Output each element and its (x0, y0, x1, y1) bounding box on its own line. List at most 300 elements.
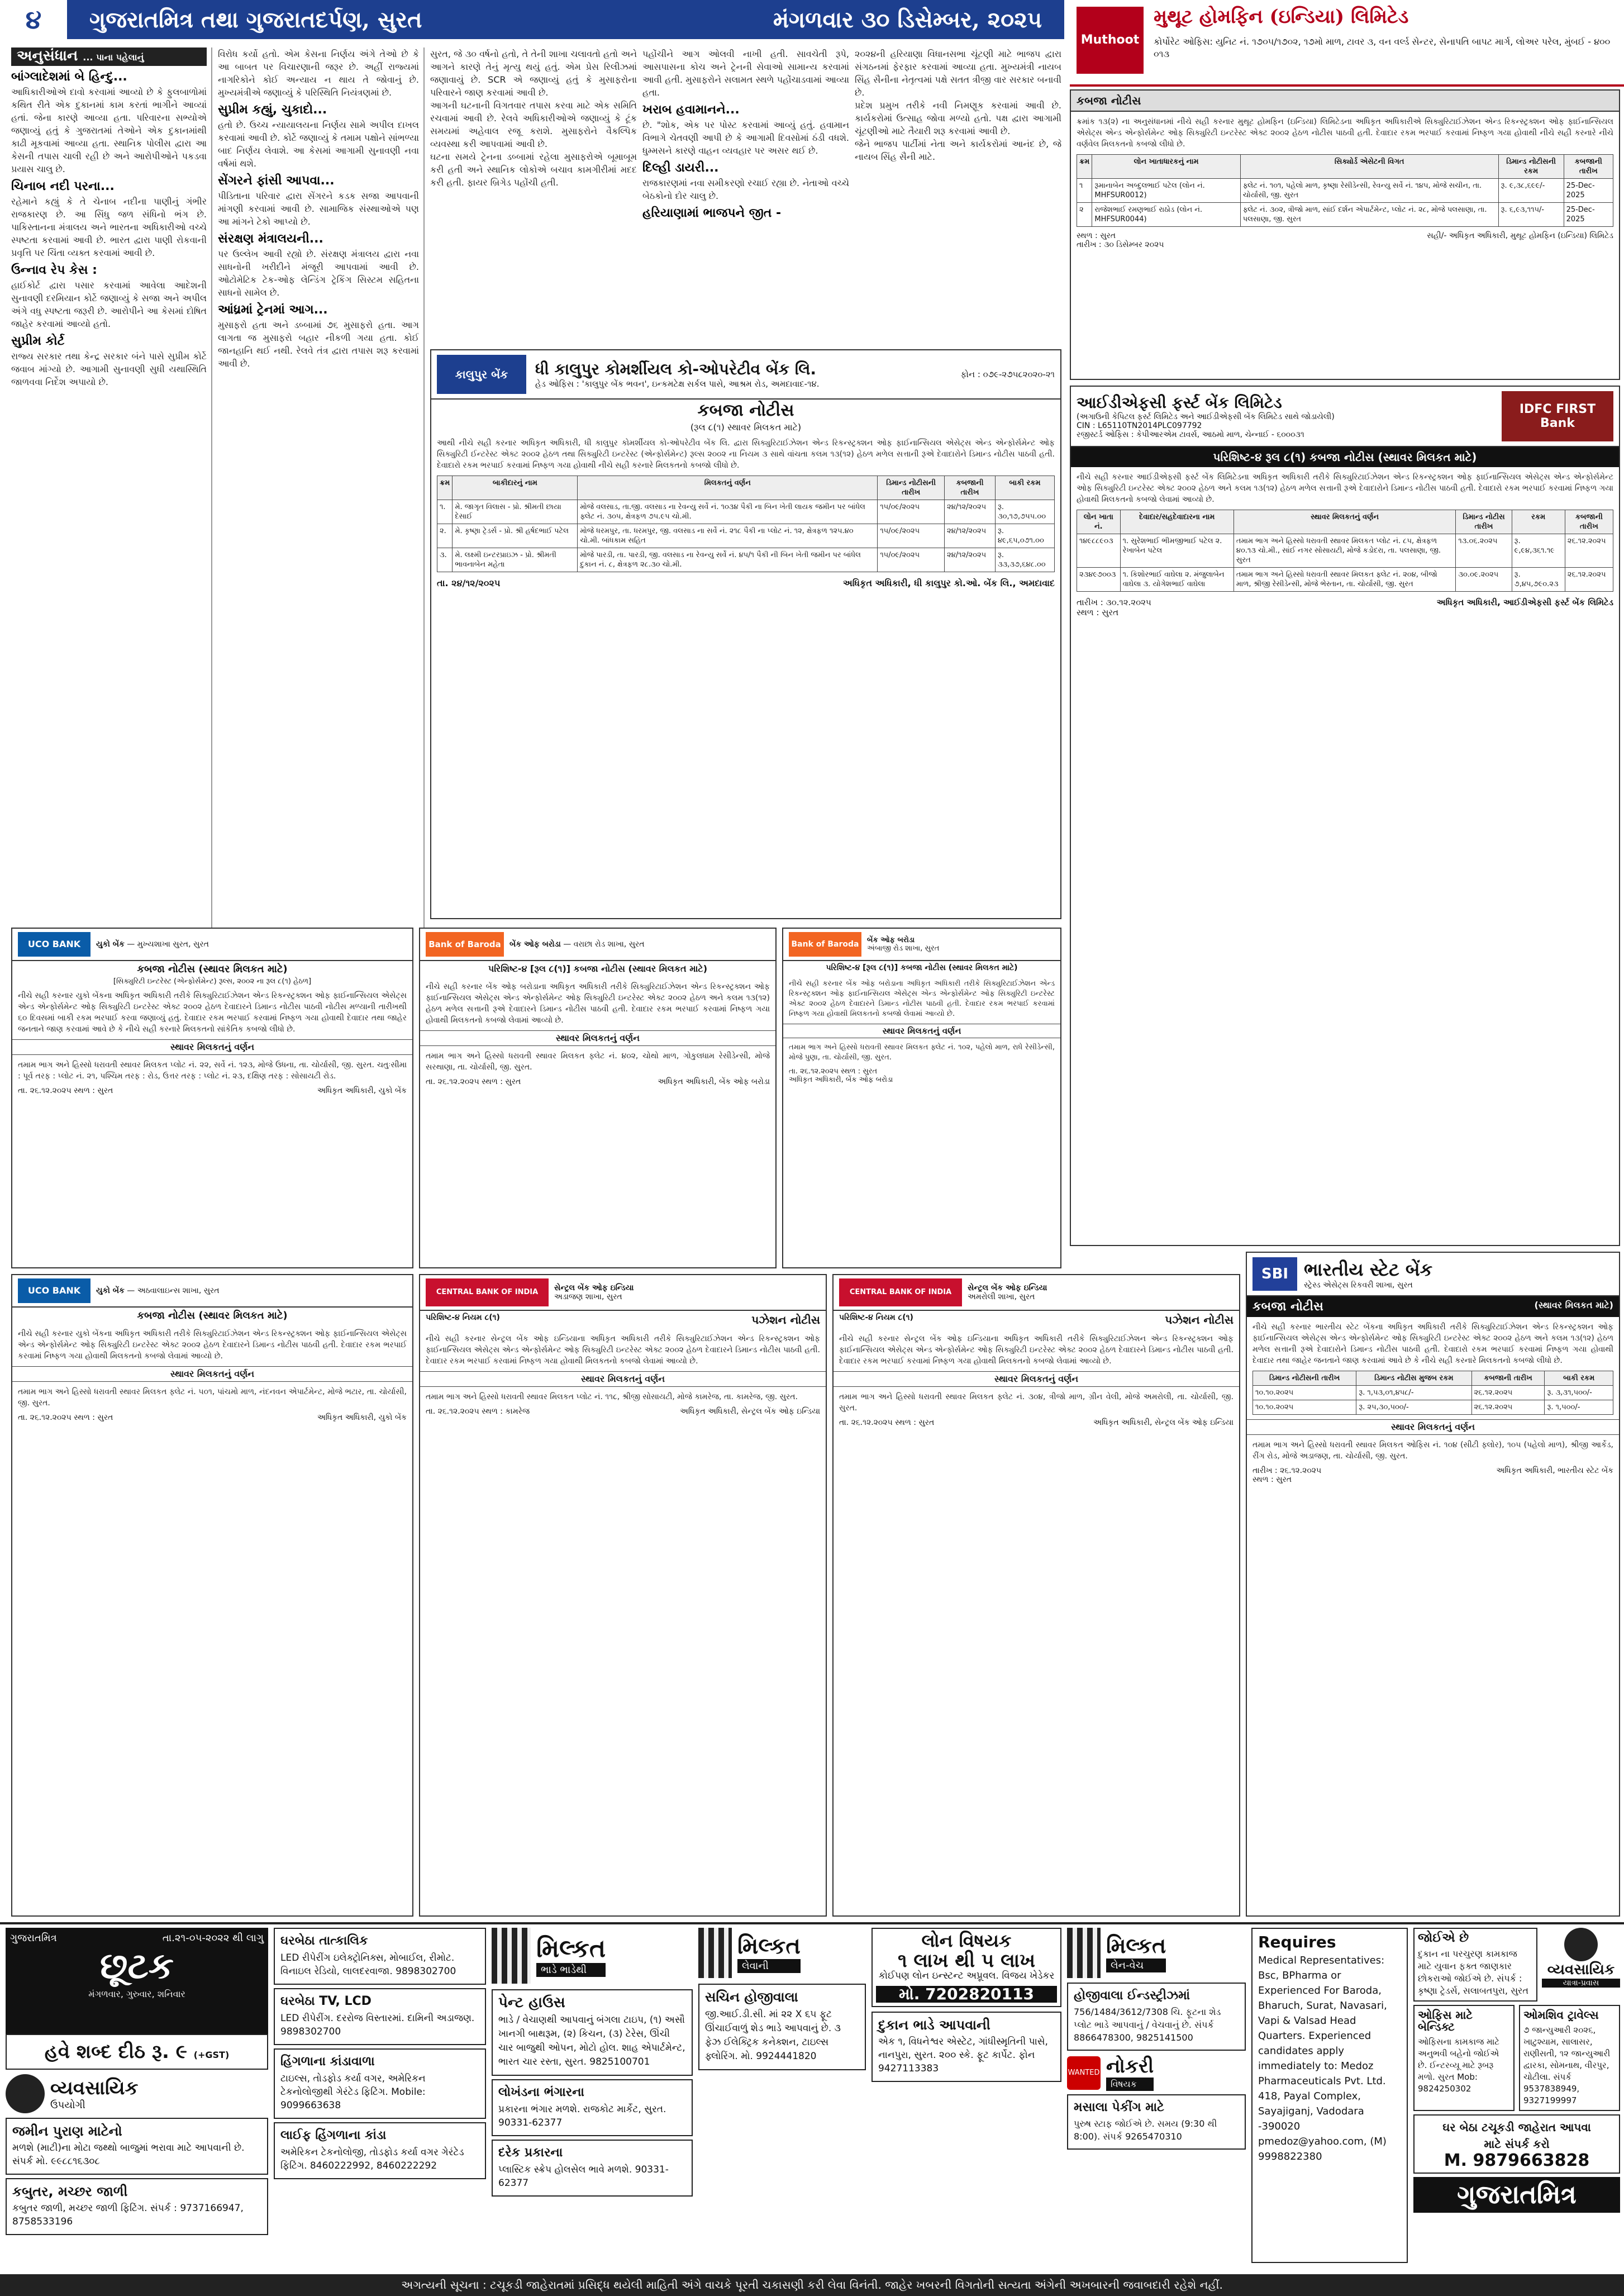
sbi-date: તારીખ : ૨૬.૧૨.૨૦૨૫ (1252, 1466, 1322, 1475)
table-cell: રૂ. ૩૩,૩૭,૬૪૮.૦૦ (995, 548, 1054, 572)
muthoot-title: મુથૂટ હોમફિન (ઇન્ડિયા) લિમિટેડ (1154, 6, 1409, 28)
table-cell: મોજે પારડી, તા. પારડી, જી. વલસાડ ના રેવન્યુ સર્વે નં. ૪૫/૧ પૈકી ની બિન ખેતી જમીન પર બાંધેલ દુકાન નં. ૮, ક્ષેત્રફળ ૨૮.૩૦ ચો.મી. (578, 548, 878, 572)
table-cell: ૩. (437, 548, 453, 572)
table-header: ડિમાન્ડ નોટીસ મુજબ રકમ (1356, 1371, 1471, 1386)
uco-logo: UCO BANK (18, 932, 91, 957)
cls-dareke-title: દરેક પ્રકારના (498, 2146, 563, 2160)
table-cell: ૧૫/૦૯/૨૦૨૫ (878, 548, 945, 572)
uco2-prop: તમામ ભાગ અને હિસ્સો ધરાવતી સ્થાવર મિલકત ફ્લેટ નં. ૫૦૧, પાંચમો માળ, નંદનવન એપાર્ટમેન્ટ, મોજે ભટાર, તા. ચોર્યાસી, જી. સુરત. (18, 1387, 407, 1408)
cls-naukri-sub: વિષયક (1106, 2078, 1154, 2091)
idfc-table (1077, 510, 1613, 592)
idfc-notice-title: પરિશિષ્ટ-૪ રૂલ ૮(૧) કબજા નોટીસ (સ્થાવર મિલકત માટે) (1071, 447, 1619, 467)
article-text: મુસાફરો હતા અને ડબ્બામાં ૭૬ મુસાફરો હતા. આગ લાગતા જ મુસાફરો બહાર નીકળી ગયા હતા. કોઈ જાનહાનિ થઈ નથી. રેલવે તંત્ર દ્વારા તપાસ શરૂ કરવામાં આવી છે. (218, 320, 419, 369)
article-text: સુરત, જે ૩૦ વર્ષનો હતો, તે તેની શાખા ચલાવતો હતો અને આગને કારણે તેનું મૃત્યુ થયું હતું. એમ પ્રેસ રિલીઝમાં જણાવાયું છે. SCR એ જણાવ્યું હતું કે મુસાફરોના પરિવારને જાણ કરવામાં આવી છે. (430, 49, 637, 98)
table-row (1253, 1386, 1613, 1400)
building-icon (1067, 1928, 1101, 1978)
cls-naukri: નોકરી (1106, 2055, 1154, 2078)
cls-brand-logo: ગુજરાતમિત્ર (1413, 2177, 1620, 2213)
building-icon (698, 1928, 732, 1978)
article-text: પીડિતાના પરિવાર દ્વારા સેંગરને કડક સજા આપવાની માંગણી કરવામાં આવી છે. સામાજિક સંસ્થાઓએ પણ આ માંગને ટેકો આપ્યો છે. (218, 191, 419, 227)
sbi-prop: તમામ ભાગ અને હિસ્સો ધરાવતી સ્થાવર મિલકત ઓફિસ નં. ૧૦૪ (સીટી ફ્લોર), ૧૦૫ (પહેલો માળ), શ્રીજી આર્કેડ, રીંગ રોડ, મોજે અડાજણ, તા. ચોર્યાસી, જી. સુરત. (1252, 1441, 1613, 1461)
article-heading: સુપ્રીમ કહ્યું, ચુકાદો... (218, 103, 327, 117)
central-notice-2 (832, 1274, 1240, 1917)
cls-gst: (+GST) (193, 2050, 230, 2060)
central2-sign: અધિકૃત અધિકારી, સેન્ટ્રલ બેંક ઓફ ઇન્ડિયા (1093, 1418, 1234, 1427)
table-cell: 25-Dec-2025 (1564, 179, 1613, 203)
bob2-prop-title: સ્થાવર મિલકતનું વર્ણન (783, 1024, 1060, 1038)
cls-ghare2-body: LED રીપેરીંગ. દરરોજ વિસ્તારમાં. દામિની અડાજણ. 9898302700 (280, 2013, 475, 2037)
classified-col-e (871, 1928, 1061, 2271)
central2-prop-title: સ્થાવર મિલકતનું વર્ણન (834, 1371, 1239, 1387)
central-title: પઝેશન નોટીસ (751, 1313, 820, 1327)
table-cell: મોજે ધરમપુર, તા. ધરમપુર, જી. વલસાડ ના સર્વે નં. ૨૧૮ પૈકી ના પ્લોટ નં. ૧૨, ક્ષેત્રફળ ૧૨૫.૪૦ ચો.મી. બાંધકામ સહિત (578, 524, 878, 548)
table-header: સ્થાવર મિલકતનું વર્ણન (1234, 510, 1455, 534)
bob-notice-2 (782, 928, 1061, 1268)
muthoot-date: તારીખ : ૩૦ ડિસેમ્બર ૨૦૨૫ (1077, 240, 1164, 249)
bob-bank: બેંક ઓફ બરોડા (509, 940, 561, 949)
classified-col-a (6, 1928, 268, 2271)
table-cell: તમામ ભાગ અને હિસ્સો ધરાવતી સ્થાવર મિલકત ફ્લેટ નં. ૨૦૪, બીજો માળ, શ્રીજી રેસીડેન્સી, મોજે ભેસ્તાન, તા. ચોર્યાસી, જી. સુરત (1234, 568, 1455, 592)
section-anusandhan (11, 47, 207, 66)
column-five (855, 47, 1061, 344)
sbi-logo: SBI (1252, 1257, 1297, 1291)
cls-vyavsayik3-sub: યાત્રા-પ્રવાસ (1542, 1979, 1620, 1988)
cls-rate: હવે શબ્દ દીઠ રૂ. ૯ (44, 2041, 187, 2063)
article-text: હતો છે. ઉચ્ચ ન્યાયાલયના નિર્ણય સામે અપીલ દાખલ કરવામાં આવી છે. કોર્ટે જણાવ્યું કે તમામ પક્ષોને સાંભળ્યા બાદ નિર્ણય લેવાશે. આ કેસમાં આગામી સુનાવણી નવા વર્ષમાં થશે. (218, 120, 419, 169)
table-cell: ૨૬.૧૨.૨૦૨૫ (1471, 1386, 1545, 1400)
table-cell: 25-Dec-2025 (1564, 203, 1613, 227)
sbi-notice (1246, 1252, 1620, 1917)
uco-prop-title: સ્થાવર મિલકતનું વર્ણન (12, 1039, 412, 1055)
table-cell: રૂ. ૧,૫૩,૦૧,૪૫૮/- (1356, 1386, 1471, 1400)
kalupur-head-office: હેડ ઓફિસ : 'કાલુપુર બેંક ભવન', ઇન્કમટેક્ષ સર્કલ પાસે, આશ્રમ રોડ, અમદાવાદ-૧૪. (535, 379, 820, 389)
table-row (437, 500, 1055, 524)
table-cell: રૂ. ૨૫,૩૦,૫૦૦/- (1356, 1400, 1471, 1415)
cls-gharbaithe-title: ઘર બેઠા ટચૂકડી જાહેરાત આપવા (1442, 2121, 1591, 2134)
column-three (430, 47, 637, 344)
bob-branch: વરાછા રોડ શાખા, સુરત (573, 940, 645, 949)
idfc-cin: CIN : L65110TN2014PLC097792 (1077, 421, 1202, 430)
cls-omshiv-title: ઓમશિવ ટ્રાવેલ્સ (1523, 2008, 1599, 2022)
sbi-sign: અધિકૃત અધિકારી, ભારતીય સ્ટેટ બેંક (1496, 1466, 1613, 1475)
cls-loan-title: લોન વિષયક (921, 1930, 1012, 1951)
page-header (0, 0, 1064, 39)
central-bank: સેન્ટ્રલ બેંક ઓફ ઇન્ડિયા (554, 1284, 634, 1292)
table-header: દેવાદાર/સહદેવાદારના નામ (1120, 510, 1234, 534)
cls-milkat2-sub: લેવાની (737, 1959, 801, 1973)
cls-lokhand-body: પ્રકારના ભંગાર મળશે. રાજકોટ માર્કેટ, સુરત. 90331-62377 (498, 2104, 666, 2128)
bob2-sign: અધિકૃત અધિકારી, બેંક ઓફ બરોડા (789, 1076, 893, 1084)
table-cell: મે. જાગૃત વિલાસ - પ્રો. શ્રીમતી છાયા દેસાઈ (453, 500, 578, 524)
article-text: પર ઉલ્લેખ આવી રહ્યો છે. સંરક્ષણ મંત્રાલય દ્વારા નવા સાધનોની ખરીદીને મંજૂરી આપવામાં આવી છે. ઓટોમેટિક ટેક-ઓફ લેન્ડિંગ ટ્રેકિંગ સિસ્ટમ સહિતના સાધનો સામેલ છે. (218, 249, 419, 298)
bob-prop-title: સ્થાવર મિલકતનું વર્ણન (420, 1030, 775, 1046)
table-header: મિલકતનું વર્ણન (578, 476, 878, 500)
muthoot-header (1070, 0, 1624, 87)
article-heading: હરિયાણામાં ભાજપને જીત - (642, 206, 782, 220)
bob-prop: તમામ ભાગ અને હિસ્સો ધરાવતી સ્થાવર મિલકત ફ્લેટ નં. ૪૦૨, ચોથો માળ, ગોકુલધામ રેસીડેન્સી, મોજે સરથાણા, તા. ચોર્યાસી, જી. સુરત. (426, 1052, 770, 1072)
central2-place: સ્થળ : સુરત (895, 1418, 935, 1427)
cls-masala-title: મસાલા પેકીંગ માટે (1074, 2100, 1164, 2114)
classified-col-b (274, 1928, 486, 2271)
section-sub: ... પાના પહેલાનું (83, 52, 144, 63)
cls-loan-amount: ૧ લાખ થી ૫ લાખ (897, 1950, 1036, 1972)
uco2-place: સ્થળ : સુરત (74, 1413, 113, 1422)
table-cell: ૧૦.૧૦.૨૦૨૫ (1253, 1400, 1356, 1415)
table-row (437, 548, 1055, 572)
cls-hinglas-title: હિંગળાના કાંડાવાળા (280, 2055, 375, 2069)
central2-branch: અમરોલી શાખા, સુરત (968, 1292, 1035, 1301)
page-number: ૪ (0, 0, 67, 39)
table-header: બાકી રકમ (1545, 1371, 1613, 1386)
table-cell: ૩૦.૦૯.૨૦૨૫ (1456, 568, 1512, 592)
uco-title: કબજા નોટીસ (સ્થાવર મિલકત માટે) (137, 963, 288, 975)
article-text: રહેમાને કહ્યું કે તે ચેનાબ નદીના પાણીનું ગંભીર રાજકારણ છે. આ સિંધુ જળ સંધિનો ભંગ છે. પાકિસ્તાનના મંત્રાલય અને ભારતના અધિકારીઓ વચ્ચે સ્પષ્ટતા કરવામાં આવી છે. ભારત દ્વારા પાણી રોકવાની પ્રવૃત્તિ પર ચિંતા વ્યક્ત કરવામાં આવી છે. (11, 196, 207, 258)
cls-ghare-body: LED રીપેરીંગ ઇલેક્ટ્રોનિક્સ, મોબાઈલ, રીમોટ. વિનાઇલ રેડિયો, લાલદરવાજા. 9898302700 (280, 1952, 456, 1977)
central-sign: અધિકૃત અધિકારી, સેન્ટ્રલ બેંક ઓફ ઇન્ડિયા (680, 1407, 820, 1416)
cls-ghare2-title: ઘરબેઠા TV, LCD (280, 1994, 372, 2008)
idfc-date: તારીખ : ૩૦.૧૨.૨૦૨૫ (1077, 597, 1151, 607)
cls-joie-title: જોઈએ છે (1418, 1931, 1469, 1945)
table-cell: ૨૬.૧૨.૨૦૨૫ (1471, 1400, 1545, 1415)
cls-vyavsayik2: ઉપયોગી (50, 2099, 85, 2111)
building-icon (492, 1928, 531, 1984)
muthoot-table (1077, 154, 1613, 227)
article-text: આધિકારીઓએ દાવો કરવામાં આવ્યો છે કે ફુલબાળોમાં કથિત રીતે એક દુકાનમાં કામ કરતાં ભાગીને આવ્યાં હતાં. જેના કારણે આવ્યા હતા. પરિવારના સભ્યોએ જણાવ્યું હતું કે ગુજરાતમાં તેઓને એક દુકાનમાંથી કાઢી મૂકવામાં આવ્યા હતા. સ્થાનિક પોલીસ દ્વારા આ કેસની તપાસ ચાલી રહી છે અને આરોપીઓને પકડવા પ્રયાસ ચાલુ છે. (11, 87, 207, 174)
central-prop: તમામ ભાગ અને હિસ્સો ધરાવતી સ્થાવર મિલકત પ્લોટ નં. ૧૧૮, શ્રીજી સોસાયટી, મોજે કામરેજ, તા. કામરેજ, જી. સુરત. (426, 1392, 798, 1401)
table-cell: મે. કૃષ્ણા ટ્રેડર્સ - પ્રો. શ્રી હર્ષદભાઈ પટેલ (453, 524, 578, 548)
table-cell: ૧૪૯૮૮૯૦૩ (1077, 534, 1121, 568)
table-header: સિક્યોર્ડ એસેટની વિગત (1240, 155, 1498, 179)
cls-omshiv-body: ૭ જાન્યુઆરી ૨૦૨૬, ખાટુશ્યામ, સાલાસર, રાણીસતી, ૧૨ જાન્યુઆરી દ્વારકા, સોમનાથ, વીરપુર, ચોટીલા. સંપર્ક 9537838949, 9327199997 (1523, 2025, 1611, 2105)
table-header: કબજાની તારીખ (945, 476, 996, 500)
bob-notice-1: Bank of Baroda બેંક ઓફ બરોડા — વરાછા રોડ શાખા, સુરત પરિશિષ્ટ-૪ [રૂલ ૮(૧)] કબજા નોટીસ (સ્થાવર મિલકત માટે) નીચે સહી કરનાર બેંક ઓફ બરોડાના અધિકૃત અધિકારી તરીકે સિક્યુરિટાઈઝેશન એન્ડ રિકન્સ્ટ્રક્શન ઓફ ફાઈનાન્સિયલ એસેટ્સ એન્ડ એન્ફોર્સમેન્ટ ઓફ સિક્યુરિટી ઇન્ટરેસ્ટ એક્ટ ૨૦૦૨ હેઠળ અને કલમ ૧૩(૧૨) હેઠળ મળેલ સત્તાની રૂએ દેવાદારને ડિમાન્ડ નોટીસ પાઠવી હતી. દેવાદાર રકમ ભરપાઈ કરવામાં નિષ્ફળ ગયા હોવાથી મિલકતનો કબજો લેવામાં આવ્યો છે. સ્થાવર મિલકતનું વર્ણન તમામ ભાગ અને હિસ્સો ધરાવતી સ્થાવર મિલકત ફ્લેટ નં. ૪૦૨, ચોથો માળ, ગોકુલધામ રેસીડેન્સી, મોજે સરથાણા, તા. ચોર્યાસી, જી. સુરત. તા. ૨૬.૧૨.૨૦૨૫ સ્થળ : સુરત અધિકૃત અધિકારી, બેંક ઓફ બરોડા (419, 928, 777, 1268)
uco2-sign: અધિકૃત અધિકારી, યુકો બેંક (317, 1413, 407, 1422)
table-cell: ફ્લેટ નં. ૩૦૨, ત્રીજો માળ, સાંઈ દર્શન એપાર્ટમેન્ટ, પ્લોટ નં. ૨૮, મોજે પલસાણા, તા. પલસાણા, જી. સુરત (1240, 203, 1498, 227)
cls-requires-title: Requires (1258, 1933, 1336, 1951)
table-cell: ૧૩.૦૬.૨૦૨૫ (1456, 534, 1512, 568)
idfc-logo: IDFC FIRST Bank (1502, 391, 1613, 441)
table-cell: રાજેશભાઈ રમણભાઈ રાઠોડ (લોન નં. MHFSUR0044) (1092, 203, 1240, 227)
central-sub: પરિશિષ્ટ-૪ નિયમ ૮(૧) (426, 1313, 500, 1322)
central2-logo: CENTRAL BANK OF INDIA (839, 1278, 962, 1306)
article-heading: ખરાબ હવામાનને... (642, 103, 740, 117)
table-cell: ૨૪/૧૨/૨૦૨૫ (945, 500, 996, 524)
central-prop-title: સ્થાવર મિલકતનું વર્ણન (420, 1371, 826, 1387)
cls-milkat2: મિલ્કત (737, 1933, 801, 1959)
uco-sub: [સિક્યુરિટી ઇન્ટરેસ્ટ (એન્ફોર્સમેન્ટ) રૂલ્સ, ૨૦૦૨ ના રૂલ ૮(૧) હેઠળ] (113, 977, 312, 986)
article-text: રાજકારણમાં નવા સમીકરણો રચાઈ રહ્યા છે. નેતાઓ વચ્ચે બેઠકોનો દોર ચાલુ છે. (642, 178, 849, 201)
cls-sachin-body: જી.આઈ.ડી.સી. માં ૨૨ X ૬૫ ફૂટ ઊંચાઈવાળું શેડ ભાડે આપવાનું છે. ૩ ફેઝ ઈલેક્ટ્રિક કનેક્શન, ટાઇલ્સ ફ્લોરિંગ. મો. 9924441820 (705, 2009, 841, 2062)
table-header: ડિમાન્ડ નોટીસની રકમ (1498, 155, 1564, 179)
uco-body: નીચે સહી કરનાર યુકો બેંકના અધિકૃત અધિકારી તરીકે સિક્યુરિટાઈઝેશન એન્ડ રિકન્સ્ટ્રક્શન ઓફ ફાઈનાન્સિયલ એસેટ્સ એન્ડ એન્ફોર્સમેન્ટ ઓફ સિક્યુરિટી ઇન્ટરેસ્ટ એક્ટ ૨૦૦૨ હેઠળ દેવાદારને ડિમાન્ડ નોટીસ પાઠવી નોટીસ મળ્યાની તારીખથી ૬૦ દિવસમાં બાકી રકમ ભરપાઈ કરવા જણાવ્યું હતું. દેવાદાર રકમ ભરપાઈ કરવામાં નિષ્ફળ ગયા હોવાથી દેવાદાર તથા જાહેર જનતાને જાણ કરવામાં આવે છે કે નીચે સહી કરનારે મિલકતનો સાંકેતિક કબજો લીધો છે. (18, 991, 407, 1034)
table-row (1253, 1400, 1613, 1415)
uco2-logo: UCO BANK (18, 1278, 91, 1303)
central-place: સ્થળ : કામરેજ (482, 1407, 530, 1416)
central2-title: પઝેશન નોટીસ (1165, 1313, 1234, 1327)
article-heading: સેંગરને ફાંસી આપવા... (218, 174, 335, 188)
sbi-title: કબજા નોટીસ (1252, 1300, 1323, 1314)
cls-gharbaithe-sub: માટે સંપર્ક કરો (1484, 2137, 1550, 2151)
article-heading: આંધ્રમાં ટ્રેનમાં આગ... (218, 303, 328, 317)
travel-icon (1564, 1928, 1598, 1961)
table-header: ડિમાન્ડ નોટીસની તારીખ (1253, 1371, 1356, 1386)
table-cell: મોજે વલસાડ, તા.જી. વલસાડ ના રેવન્યુ સર્વે નં. ૧૦૩૪ પૈકી ના બિન ખેતી લાયક જમીન પર બાંધેલ ફ્લેટ નં. ૩૦૫, ક્ષેત્રફળ ૭૫.૯૫ ચો.મી. (578, 500, 878, 524)
cls-hojiwala-body: 756/1484/3612/7308 ચિ. ફૂટના શેડ પ્લોટ ભાડે આપવાનું / વેચવાનું છે. સંપર્ક 8866478300, 9825141500 (1074, 2007, 1221, 2043)
central2-date: તા. ૨૬.૧૨.૨૦૨૫ (839, 1418, 893, 1427)
article-text: હાઈકોર્ટ દ્વારા પસાર કરવામાં આવેલા આદેશની સુનાવણી દરમિયાન કોર્ટે જણાવ્યું કે સજા અને અપીલ અંગે વધુ સ્પષ્ટતા જરૂરી છે. આરોપીને આ કેસમાં દોષિત જાહેર કરવામાં આવ્યો હતો. (11, 280, 207, 329)
table-cell: ૨૪/૧૨/૨૦૨૫ (945, 548, 996, 572)
table-header: ક્રમ (1077, 155, 1092, 179)
table-cell: ૧. (437, 500, 453, 524)
classified-col-g (1251, 1928, 1408, 2271)
table-cell: ૧. સુરેશભાઈ ભીમજીભાઈ પટેલ ૨. રેખાબેન પટેલ (1120, 534, 1234, 568)
bob-place: સ્થળ : સુરત (482, 1077, 521, 1086)
uco2-bank: યુકો બેંક (96, 1286, 125, 1295)
muthoot-address: કોર્પોરેટ ઓફિસ: યુનિટ નં. ૧૭૦૫/૧૭૦૨, ૧૭મો માળ, ટાવર ૩, વન વર્લ્ડ સેન્ટર, સેનાપતિ બાપટ માર્ગ, લોઅર પરેલ, મુંબઈ - ૪૦૦ ૦૧૩ (1154, 36, 1611, 59)
muthoot-notice (1070, 89, 1620, 380)
kalupur-bank-name: ધી કાલુપુર કોમર્શીયલ કો-ઓપરેટીવ બેંક લિ. (535, 360, 817, 378)
central-notice-1 (419, 1274, 827, 1917)
cls-penthouse-body: ભાડે / વેચાણથી આપવાનું બંગલા ટાઇપ, (૧) અસૌ ખાનગી બાથરૂમ, (૨) કિચન, (૩) ટેરેસ, ઊંચી ચાર બાજુથી ઓપન, મોટો હોલ. શાહ એપાર્ટમેન્ટ, ભારત ચાર રસ્તા, સુરત. 9825100701 (498, 2014, 685, 2067)
cls-loan-body: કોઈપણ લોન ઇન્સ્ટન્ટ અપ્રૂવલ. વિજય ખેડેકર (878, 1970, 1055, 1981)
article-heading: સંરક્ષણ મંત્રાલયની... (218, 232, 323, 246)
bob-sign: અધિકૃત અધિકારી, બેંક ઓફ બરોડા (658, 1077, 770, 1086)
table-header: રકમ (1512, 510, 1565, 534)
kalupur-notice (430, 349, 1061, 919)
cls-lokhand-title: લોખંડના ભંગારના (498, 2085, 584, 2099)
central-logo: CENTRAL BANK OF INDIA (426, 1278, 549, 1306)
bob-date: તા. ૨૬.૧૨.૨૦૨૫ (426, 1077, 479, 1086)
uco-date: તા. ૨૬.૧૨.૨૦૨૫ (18, 1086, 72, 1095)
uco2-prop-title: સ્થાવર મિલકતનું વર્ણન (12, 1366, 412, 1382)
table-cell: રૂ. ૩,૩૧,૫૦૦/- (1545, 1386, 1613, 1400)
cls-milkat: મિલ્કત (536, 1934, 606, 1963)
article-text: આગની ઘટનાની વિગતવાર તપાસ કરવા માટે એક સમિતિ રચવામાં આવી છે. રેલવે અધિકારીઓએ જણાવ્યું કે ટૂંક સમયમાં અહેવાલ રજૂ કરાશે. મુસાફરોને વૈકલ્પિક વ્યવસ્થા કરી આપવામાં આવી છે. (430, 100, 637, 149)
table-header: ડિમાન્ડ નોટીસની તારીખ (878, 476, 945, 500)
cls-kabutar-body: કબુતર જાળી, મચ્છર જાળી ફિટિંગ. સંપર્ક : 9737166947, 8758533196 (12, 2203, 244, 2227)
cls-milkat-sub: ભાડે ભાડેથી (536, 1963, 606, 1977)
central-date: તા. ૨૬.૧૨.૨૦૨૫ (426, 1407, 479, 1416)
article-heading: સુપ્રીમ કોર્ટ (11, 334, 65, 348)
table-header: લોન ખાતાધારકનું નામ (1092, 155, 1240, 179)
table-cell: રૂ. ૬,૯૩,૧૧૫/- (1498, 203, 1564, 227)
uco-place: સ્થળ : સુરત (74, 1086, 113, 1095)
cls-vyavsayik: વ્યવસાયિક (50, 2076, 139, 2099)
muthoot-notice-title: કબજા નોટીસ (1077, 94, 1141, 107)
cls-vyavsayik3: વ્યવસાયિક (1547, 1961, 1615, 1978)
cls-kabutar-title: કબુતર, મચ્છર જાળી (12, 2184, 128, 2199)
bob2-bank: બેંક ઓફ બરોડા (867, 936, 915, 944)
muthoot-logo: Muthoot (1077, 7, 1144, 74)
table-header: ડિમાન્ડ નોટીસ તારીખ (1456, 510, 1512, 534)
article-text: જેને ભાજપ પાર્ટીમાં નેતા અને કાર્યકરોમાં આનંદ છે, જે નાયબ સિંહ સૈની માટે. (855, 139, 1061, 162)
muthoot-place: સ્થળ : સુરત (1077, 231, 1116, 240)
uco-notice-2: UCO BANK યુકો બેંક — અઠવાલાઇન્સ શાખા, સુરત કબજા નોટીસ (સ્થાવર મિલકત માટે) નીચે સહી કરનાર યુકો બેંકના અધિકૃત અધિકારી તરીકે સિક્યુરિટાઈઝેશન એન્ડ રિકન્સ્ટ્રક્શન ઓફ ફાઈનાન્સિયલ એસેટ્સ એન્ડ એન્ફોર્સમેન્ટ ઓફ સિક્યુરિટી ઇન્ટરેસ્ટ એક્ટ ૨૦૦૨ હેઠળ દેવાદારને ડિમાન્ડ નોટીસ પાઠવી હતી. દેવાદાર રકમ ભરપાઈ કરવામાં નિષ્ફળ ગયા હોવાથી મિલકતનો કબજો લેવામાં આવ્યો છે. સ્થાવર મિલકતનું વર્ણન તમામ ભાગ અને હિસ્સો ધરાવતી સ્થાવર મિલકત ફ્લેટ નં. ૫૦૧, પાંચમો માળ, નંદનવન એપાર્ટમેન્ટ, મોજે ભટાર, તા. ચોર્યાસી, જી. સુરત. તા. ૨૬.૧૨.૨૦૨૫ સ્થળ : સુરત અધિકૃત અધિકારી, યુકો બેંક (11, 1274, 413, 1917)
table-row (437, 524, 1055, 548)
sbi-body: નીચે સહી કરનાર ભારતીય સ્ટેટ બેંકના અધિકૃત અધિકારી તરીકે સિક્યુરિટાઈઝેશન એન્ડ રિકન્સ્ટ્રક્શન ઓફ ફાઈનાન્સિયલ એસેટ્સ એન્ડ એન્ફોર્સમેન્ટ ઓફ સિક્યુરિટી ઇન્ટરેસ્ટ એક્ટ ૨૦૦૨ હેઠળ અને કલમ ૧૩(૧૨) હેઠળ મળેલ સત્તાની રૂએ દેવાદારોને ડિમાન્ડ નોટીસ પાઠવી હતી. દેવાદારો રકમ ભરપાઈ કરવામાં નિષ્ફળ ગયા હોવાથી દેવાદાર તથા જાહેર જનતાને જાણ કરવામાં આવે છે કે નીચે સહી કરનારે મિલકતનો કબજો લીધો છે. (1252, 1323, 1613, 1365)
bob2-logo: Bank of Baroda (789, 932, 861, 957)
article-heading: ચિનાબ નદી પરના... (11, 179, 115, 193)
kalupur-notice-body: આથી નીચે સહી કરનાર અધિકૃત અધિકારી, ધી કાલુપુર કોમર્શીયલ કો-ઓપરેટીવ બેંક લિ. દ્વારા સિક્યુરિટાઈઝેશન એન્ડ રિકન્સ્ટ્રક્શન ઓફ ફાઈનાન્સિયલ એસેટ્સ એન્ડ એન્ફોર્સમેન્ટ ઓફ સિક્યુરિટી ઈન્ટરેસ્ટ એક્ટ ૨૦૦૨ હેઠળ તથા સિક્યુરિટી ઇન્ટરેસ્ટ (એન્ફોર્સમેન્ટ) રૂલ્સ ૨૦૦૨ ના નિયમ ૩ સાથે વાંચતા કલમ ૧૩(૧૨) હેઠળ મળેલ સત્તાની રૂએ દેવાદારોને ડિમાન્ડ નોટીસ પાઠવી હતી. દેવાદારો રકમ ભરપાઈ કરવામાં નિષ્ફળ ગયા હોવાથી નીચે સહી કરનારે મિલકતનો કબજો લીધો છે. (437, 439, 1055, 470)
vyavsayik-icon (6, 2074, 45, 2113)
bob-title: પરિશિષ્ટ-૪ [રૂલ ૮(૧)] કબજા નોટીસ (સ્થાવર મિલકત માટે) (488, 963, 708, 974)
cls-loan-phone: મો. 7202820113 (876, 1986, 1057, 2003)
table-header: કબજાની તારીખ (1565, 510, 1613, 534)
kalupur-table (437, 476, 1055, 572)
table-cell: ૧ (1077, 179, 1092, 203)
article-heading: ઉન્નાવ રેપ કેસ : (11, 263, 97, 277)
classified-col-f (1067, 1928, 1246, 2271)
cls-milkat3: મિલ્કત (1106, 1933, 1166, 1958)
cls-milkat3-sub: લેન-વેચ (1106, 1959, 1166, 1972)
cls-requires-body: Medical Representatives: Bsc, BPharma or Experienced For Baroda, Bharuch, Surat, Navasari, Vapi & Valsad Head Quarters. Experienced candidates apply immediately to: Medoz Pharmaceuticals Pvt. Ltd. 418, Payal Complex, Sayajiganj, Vadodara -390020 pmedoz@yahoo.com, (M) 9998822380 (1258, 1955, 1387, 2162)
idfc-body: નીચે સહી કરનાર આઈડીએફસી ફર્સ્ટ બેંક લિમિટેડના અધિકૃત અધિકારી તરીકે સિક્યુરિટાઈઝેશન એન્ડ રિકન્સ્ટ્રક્શન ઓફ ફાઈનાન્સિયલ એસેટ્સ એન્ડ એન્ફોર્સમેન્ટ ઓફ સિક્યુરિટી ઇન્ટરેસ્ટ એક્ટ ૨૦૦૨ હેઠળ અને કલમ ૧૩(૧૨) હેઠળ મળેલ સત્તાની રૂએ દેવાદારોને ડિમાન્ડ નોટીસ પાઠવી હતી. દેવાદારો રકમ ભરપાઈ કરવામાં નિષ્ફળ ગયા હોવાથી મિલકતનો કબજો લેવામાં આવ્યો છે. (1077, 473, 1613, 504)
bob-body: નીચે સહી કરનાર બેંક ઓફ બરોડાના અધિકૃત અધિકારી તરીકે સિક્યુરિટાઈઝેશન એન્ડ રિકન્સ્ટ્રક્શન ઓફ ફાઈનાન્સિયલ એસેટ્સ એન્ડ એન્ફોર્સમેન્ટ ઓફ સિક્યુરિટી ઇન્ટરેસ્ટ એક્ટ ૨૦૦૨ હેઠળ અને કલમ ૧૩(૧૨) હેઠળ મળેલ સત્તાની રૂએ દેવાદારને ડિમાન્ડ નોટીસ પાઠવી હતી. દેવાદાર રકમ ભરપાઈ કરવામાં નિષ્ફળ ગયા હોવાથી મિલકતનો કબજો લેવામાં આવ્યો છે. (426, 982, 770, 1025)
classified-col-h (1413, 1928, 1620, 2271)
muthoot-sign: સહી/- અધિકૃત અધિકારી, મુથૂટ હોમફિન (ઇન્ડિયા) લિમિટેડ (1427, 231, 1613, 240)
table-cell: મે. લક્ષ્મી ઇન્ટરપ્રાઇઝ - પ્રો. શ્રીમતી ભાવનાબેન મહેતા (453, 548, 578, 572)
cls-hinglas-body: ટાઇલ્સ, તોડફોડ કર્યા વગર, અમેરિકન ટેકનોલોજીથી ગેરંટેડ ફિટિંગ. Mobile: 9099663638 (280, 2073, 426, 2111)
central2-prop: તમામ ભાગ અને હિસ્સો ધરાવતી સ્થાવર મિલકત ફ્લેટ નં. ૩૦૪, ત્રીજો માળ, ગ્રીન વેલી, મોજે અમરોલી, તા. ચોર્યાસી, જી. સુરત. (839, 1392, 1234, 1413)
article-text: રાજ્ય સરકાર તથા કેન્દ્ર સરકાર બંને પાસે સુપ્રીમ કોર્ટે જવાબ માંગ્યો છે. આગામી સુનાવણી સુધી યથાસ્થિતિ જાળવવા નિર્દેશ અપાયો છે. (11, 351, 207, 387)
classified-col-d (698, 1928, 866, 2271)
table-cell: તમામ ભાગ અને હિસ્સો ધરાવતી સ્થાવર મિલકત પ્લોટ નં. ૮૫, ક્ષેત્રફળ ૪૦.૧૩ ચો.મી., સાંઈ નગર સોસાયટી, મોજે કડોદરા, તા. પલસાણા, જી. સુરત (1234, 534, 1455, 568)
kalupur-signature: અધિકૃત અધિકારી, ધી કાલુપુર કો.ઓ. બેંક લિ., અમદાવાદ (842, 578, 1055, 588)
table-header: ક્રમ (437, 476, 453, 500)
sbi-table (1252, 1371, 1613, 1415)
sbi-bank: ભારતીય સ્ટેટ બેંક (1304, 1258, 1433, 1280)
article-heading: દિલ્હી ડાયરી... (642, 161, 719, 175)
table-cell: ૨૪/૧૨/૨૦૨૫ (945, 524, 996, 548)
table-row (1077, 179, 1613, 203)
uco2-branch: અઠવાલાઇન્સ શાખા, સુરત (137, 1286, 220, 1295)
footer-note: અગત્યની સૂચના : ટચૂકડી જાહેરાતમાં પ્રસિદ્ધ થયેલી માહિતી અંગે વાચકે પૂરતી ચકાસણી કરી લેવા વિનંતી. જાહેર ખબરની વિગતોની સત્યતા અંગેની અખબારની જવાબદારી રહેશે નહીં. (0, 2274, 1624, 2296)
uco2-title: કબજા નોટીસ (સ્થાવર મિલકત માટે) (137, 1310, 288, 1321)
bob2-place: સ્થળ : સુરત (841, 1067, 878, 1076)
table-cell: ૧૫/૦૯/૨૦૨૫ (878, 524, 945, 548)
classified-col-c (492, 1928, 693, 2271)
sbi-branch: સ્ટ્રેસ્ડ એસેટ્સ રિકવરી શાખા, સુરત (1304, 1280, 1413, 1290)
article-heading: બાંગ્લાદેશમાં બે હિન્દુ... (11, 70, 127, 84)
uco-prop: તમામ ભાગ અને હિસ્સો ધરાવતી સ્થાવર મિલકત પ્લોટ નં. ૨૨, સર્વે નં. ૧૨૩, મોજે ઉધના, તા. ચોર્યાસી, જી. સુરત. ચતુઃસીમા : પૂર્વ તરફ : પ્લોટ નં. ૨૧, પશ્ચિમ તરફ : રોડ, ઉત્તર તરફ : પ્લોટ નં. ૨૩, દક્ષિણ તરફ : સોસાયટી રોડ. (18, 1061, 407, 1081)
bob2-branch: અંબાજી રોડ શાખા, સુરત (867, 944, 940, 953)
section-label: અનુસંધાન (17, 47, 78, 64)
table-cell: રૂ. ૯,૯૪,૩૬૧.૧૯ (1512, 534, 1565, 568)
issue-date: મંગળવાર ૩૦ ડિસેમ્બર, ૨૦૨૫ (773, 6, 1042, 33)
table-cell: રૂમાનાબેન અબ્દુલભાઈ પટેલ (લોન નં. MHFSUR0012) (1092, 179, 1240, 203)
bob2-date: તા. ૨૬.૧૨.૨૦૨૫ (789, 1067, 839, 1076)
cls-lifetime-body: અમેરિકન ટેકનોલોજી, તોડફોડ કર્યા વગર ગેરંટેડ ફિટિંગ. 8460222992, 8460222292 (280, 2147, 464, 2171)
cls-dareke-body: પ્લાસ્ટિક સ્ક્રેપ હોલસેલ ભાવે મળશે. 90331-62377 (498, 2164, 669, 2189)
cls-sachin-title: સચિન હોજીવાલા (705, 1989, 798, 2005)
table-cell: ૧૦.૧૦.૨૦૨૫ (1253, 1386, 1356, 1400)
table-cell: ૨૩૪૯૭૦૦૩ (1077, 568, 1121, 592)
article-text: ઘટના સમયે ટ્રેનના ડબ્બામાં રહેલા મુસાફરોએ બૂમાબૂમ કરી હતી અને સ્થાનિક લોકોએ બચાવ કામગીરીમાં મદદ કરી હતી. ફાયર બ્રિગેડ પહોંચી હતી. (430, 151, 637, 188)
uco-notice-1: UCO BANK યુકો બેંક — મુખ્યશાખા સુરત, સુરત કબજા નોટીસ (સ્થાવર મિલકત માટે) [સિક્યુરિટી ઇન્ટરેસ્ટ (એન્ફોર્સમેન્ટ) રૂલ્સ, ૨૦૦૨ ના રૂલ ૮(૧) હેઠળ] નીચે સહી કરનાર યુકો બેંકના અધિકૃત અધિકારી તરીકે સિક્યુરિટાઈઝેશન એન્ડ રિકન્સ્ટ્રક્શન ઓફ ફાઈનાન્સિયલ એસેટ્સ એન્ડ એન્ફોર્સમેન્ટ ઓફ સિક્યુરિટી ઇન્ટરેસ્ટ એક્ટ ૨૦૦૨ હેઠળ દેવાદારને ડિમાન્ડ નોટીસ પાઠવી નોટીસ મળ્યાની તારીખથી ૬૦ દિવસમાં બાકી રકમ ભરપાઈ કરવા જણાવ્યું હતું. દેવાદાર રકમ ભરપાઈ કરવામાં નિષ્ફળ ગયા હોવાથી દેવાદાર તથા જાહેર જનતાને જાણ કરવામાં આવે છે કે નીચે સહી કરનારે મિલકતનો સાંકેતિક કબજો લીધો છે. સ્થાવર મિલકતનું વર્ણન તમામ ભાગ અને હિસ્સો ધરાવતી સ્થાવર મિલકત પ્લોટ નં. ૨૨, સર્વે નં. ૧૨૩, મોજે ઉધના, તા. ચોર્યાસી, જી. સુરત. ચતુઃસીમા : પૂર્વ તરફ : પ્લોટ નં. ૨૧, પશ્ચિમ તરફ : રોડ, ઉત્તર તરફ : પ્લોટ નં. ૨૩, દક્ષિણ તરફ : સોસાયટી રોડ. તા. ૨૬.૧૨.૨૦૨૫ સ્થળ : સુરત અધિકૃત અધિકારી, યુકો બેંક (11, 928, 413, 1268)
table-cell: રૂ. ૭,૪૫,૭૯૦.૨૩ (1512, 568, 1565, 592)
idfc-sign: અધિકૃત અધિકારી, આઈડીએફસી ફર્સ્ટ બેંક લિમિટેડ (1436, 597, 1613, 607)
central-body: નીચે સહી કરનાર સેન્ટ્રલ બેંક ઓફ ઇન્ડિયાના અધિકૃત અધિકારી તરીકે સિક્યુરિટાઈઝેશન એન્ડ રિકન્સ્ટ્રક્શન ઓફ ફાઈનાન્સિયલ એસેટ્સ એન્ડ એન્ફોર્સમેન્ટ ઓફ સિક્યુરિટી ઇન્ટરેસ્ટ એક્ટ ૨૦૦૨ હેઠળ દેવાદારને ડિમાન્ડ નોટીસ પાઠવી હતી. દેવાદાર રકમ ભરપાઈ કરવામાં નિષ્ફળ ગયા હોવાથી મિલકતનો કબજો લેવામાં આવ્યો છે. (426, 1334, 820, 1366)
table-cell: ૨૬.૧૨.૨૦૨૫ (1565, 568, 1613, 592)
table-header: કબજાની તારીખ (1471, 1371, 1545, 1386)
table-row (1077, 534, 1613, 568)
column-four (642, 47, 849, 344)
cls-jamin-title: જમીન પુરાણ માટેનો (12, 2123, 122, 2139)
idfc-sub: (અગાઉની કેપિટલ ફર્સ્ટ લિમિટેડ અને આઈડીએફસી બેંક લિમિટેડ સાથે જોડાયેલી) (1077, 412, 1335, 421)
cls-office-title: ઓફિસ માટે બેન્ડિક્ટ (1418, 2008, 1473, 2033)
article-text: ૨૦૨૪ની હરિયાણા વિધાનસભા ચૂંટણી માટે ભાજપ દ્વારા સંગઠનમાં ફેરફાર કરવામાં આવ્યા હતા. મુખ્યમંત્રી નાયબ સિંહ સૈનીના નેતૃત્વમાં પક્ષે સતત ત્રીજી વાર સરકાર બનાવી છે. (855, 49, 1061, 98)
bob2-prop: તમામ ભાગ અને હિસ્સો ધરાવતી સ્થાવર મિલકત ફ્લેટ નં. ૧૦૨, પહેલો માળ, રાધે રેસીડેન્સી, મોજે પુણા, તા. ચોર્યાસી, જી. સુરત. (789, 1043, 1055, 1062)
kalupur-notice-sub: (રૂલ ૮(૧) સ્થાવર મિલકત માટે) (690, 422, 802, 432)
uco-branch: મુખ્યશાખા સુરત, સુરત (137, 940, 209, 949)
table-row (1077, 568, 1613, 592)
kalupur-logo: કાલુપુર બેંક (437, 355, 526, 394)
cls-days: મંગળવાર, ગુરુવાર, શનિવાર (88, 1989, 185, 1999)
kalupur-notice-title: કબજા નોટીસ (697, 401, 794, 420)
central-branch: અડાજણ શાખા, સુરત (554, 1292, 622, 1301)
table-cell: ૨૬.૧૨.૨૦૨૫ (1565, 534, 1613, 568)
sbi-prop-title: સ્થાવર મિલકતનું વર્ણન (1247, 1419, 1619, 1435)
table-cell: રૂ. ૪૯,૬૫,૦૭૧.૦૦ (995, 524, 1054, 548)
cls-penthouse-title: પેન્ટ હાઉસ (498, 1994, 565, 2011)
table-cell: ફ્લેટ નં. ૧૦૧, પહેલો માળ, કૃષ્ણા રેસીડેન્સી, રેવન્યુ સર્વે નં. ૧૪૫, મોજે સચીન, તા. ચોર્યાસી, જી. સુરત (1240, 179, 1498, 203)
article-text: પહોંચીને આગ ઓલવી નાખી હતી. સાવચેતી રૂપે, આસપાસના કોચ અને ટ્રેનની સેવાઓ સામાન્ય કરવામાં આવી હતી. મુસાફરોને સલામત સ્થળે પહોંચાડવામાં આવ્યા હતા. (642, 49, 849, 98)
table-header: બાકીદારનું નામ (453, 476, 578, 500)
cls-dukan-body: એક ૧, વિધનેશ્વર એસ્ટેટ, ગાંધીસ્મૃતિની પાસે, નાનપુરા, સુરત. ૨૦૦ સ્કે. ફૂટ કાર્પેટ. ફોન 9427113383 (878, 2036, 1048, 2074)
sbi-place: સ્થળ : સુરત (1252, 1475, 1292, 1484)
uco2-date: તા. ૨૬.૧૨.૨૦૨૫ (18, 1413, 72, 1422)
bob2-body: નીચે સહી કરનાર બેંક ઓફ બરોડાના અધિકૃત અધિકારી તરીકે સિક્યુરિટાઈઝેશન એન્ડ રિકન્સ્ટ્રક્શન ઓફ ફાઈનાન્સિયલ એસેટ્સ એન્ડ એન્ફોર્સમેન્ટ ઓફ સિક્યુરિટી ઇન્ટરેસ્ટ એક્ટ ૨૦૦૨ હેઠળ દેવાદારને ડિમાન્ડ નોટીસ પાઠવી હતી. દેવાદાર રકમ ભરપાઈ કરવામાં નિષ્ફળ ગયા હોવાથી મિલકતનો કબજો લેવામાં આવ્યો છે. (789, 980, 1055, 1018)
uco2-body: નીચે સહી કરનાર યુકો બેંકના અધિકૃત અધિકારી તરીકે સિક્યુરિટાઈઝેશન એન્ડ રિકન્સ્ટ્રક્શન ઓફ ફાઈનાન્સિયલ એસેટ્સ એન્ડ એન્ફોર્સમેન્ટ ઓફ સિક્યુરિટી ઇન્ટરેસ્ટ એક્ટ ૨૦૦૨ હેઠળ દેવાદારને ડિમાન્ડ નોટીસ પાઠવી હતી. દેવાદાર રકમ ભરપાઈ કરવામાં નિષ્ફળ ગયા હોવાથી મિલકતનો કબજો લેવામાં આવ્યો છે. (18, 1329, 407, 1361)
uco-sign: અધિકૃત અધિકારી, યુકો બેંક (317, 1086, 407, 1095)
table-cell: ૨. (437, 524, 453, 548)
table-row (1077, 203, 1613, 227)
table-cell: ૧૫/૦૯/૨૦૨૫ (878, 500, 945, 524)
central2-body: નીચે સહી કરનાર સેન્ટ્રલ બેંક ઓફ ઇન્ડિયાના અધિકૃત અધિકારી તરીકે સિક્યુરિટાઈઝેશન એન્ડ રિકન્સ્ટ્રક્શન ઓફ ફાઈનાન્સિયલ એસેટ્સ એન્ડ એન્ફોર્સમેન્ટ ઓફ સિક્યુરિટી ઇન્ટરેસ્ટ એક્ટ ૨૦૦૨ હેઠળ દેવાદારને ડિમાન્ડ નોટીસ પાઠવી હતી. દેવાદાર રકમ ભરપાઈ કરવામાં નિષ્ફળ ગયા હોવાથી મિલકતનો કબજો લેવામાં આવ્યો છે. (839, 1334, 1234, 1366)
cls-gharbaithe-phone: M. 9879663828 (1444, 2151, 1590, 2170)
kalupur-date: તા. ૨૪/૧૨/૨૦૨૫ (437, 578, 501, 588)
cls-joie-body: દુકાન ના પરચુરણ કામકાજ માટે યુવાન ફક્ત જાણકાર છોકરાઓ જોઈએ છે. સંપર્ક : કૃષ્ણા ટ્રેડર્સ, સલાબતપુરા, સુરત (1418, 1948, 1528, 1996)
cls-chhutak: છૂટક (100, 1945, 174, 1987)
table-header: કબજાની તારીખ (1564, 155, 1613, 179)
idfc-title: આઈડીએફસી ફર્સ્ટ બેંક લિમિટેડ (1077, 393, 1282, 412)
table-cell: રૂ. ૧,૫૦૦/- (1545, 1400, 1613, 1415)
sbi-sub: (સ્થાવર મિલકત માટે) (1534, 1300, 1613, 1310)
bob-logo: Bank of Baroda (426, 932, 504, 957)
article-text: વિરોધ કર્યો હતો. એમ કેસના નિર્ણય અંગે તેઓ છે કે આ બાબત પર વિચારણાની જરૂર છે. અહીં રાજ્યમાં નાગરિકોને કોઈ અન્યાય ન થાય તે જોવાનું છે. મુખ્યમંત્રીએ જણાવ્યું કે પરિસ્થિતિ નિયંત્રણમાં છે. (218, 49, 419, 98)
table-cell: રૂ. ૯,૩૮,૬૯૯/- (1498, 179, 1564, 203)
muthoot-notice-body: ક્રમાંક ૧૩(૨) ના અનુસંધાનમાં નીચે સહી કરનાર મુથૂટ હોમફિન (ઇન્ડિયા) લિમિટેડના અધિકૃત અધિકારીએ સિક્યુરિટાઈઝેશન એન્ડ રિકન્સ્ટ્રક્શન ઓફ ફાઈનાન્સિયલ એસેટ્સ એન્ડ એન્ફોર્સમેન્ટ ઓફ સિક્યુરિટી ઇન્ટરેસ્ટ એક્ટ ૨૦૦૨ હેઠળ નોટીસ પાઠવી હતી. દેવાદાર રકમ ભરપાઈ કરવામાં નિષ્ફળ ગયા હોવાથી નીચે સહી કરનારે નીચે વર્ણવેલ મિલકતનો કબજો લીધો છે. (1077, 117, 1613, 149)
cls-hojiwala-title: હોજીવાલા ઈન્ડસ્ટ્રીઝમાં (1074, 1989, 1190, 2003)
cls-jamin-body: મળશે (માટી)ના મોટા જથ્થો બાજુમાં ભરાવા માટે આપવાની છે. સંપર્ક મો. ૯૯૮૮૧૬૩૦૮ (12, 2142, 245, 2167)
table-header: લોન ખાતા નં. (1077, 510, 1121, 534)
cls-dukan-title: દુકાન ભાડે આપવાની (878, 2017, 990, 2033)
idfc-notice (1070, 386, 1620, 1246)
central2-bank: સેન્ટ્રલ બેંક ઓફ ઇન્ડિયા (968, 1284, 1047, 1292)
bob2-title: પરિશિષ્ટ-૪ [રૂલ ૮(૧)] કબજા નોટીસ (સ્થાવર મિલકત માટે) (826, 963, 1018, 972)
idfc-place: સ્થળ : સુરત (1077, 607, 1119, 617)
paper-name: ગુજરાતમિત્ર તથા ગુજરાતદર્પણ, સુરત (89, 6, 422, 33)
cls-brand: ગુજરાતમિત્ર (10, 1932, 57, 1944)
central2-sub: પરિશિષ્ટ-૪ નિયમ ૮(૧) (839, 1313, 913, 1322)
article-text: પ્રદેશ પ્રમુખ તરીકે નવી નિમણૂક કરવામાં આવી છે. કાર્યકરોમાં ઉત્સાહ જોવા મળ્યો હતો. પક્ષ દ્વારા આગામી ચૂંટણીઓ માટે તૈયારી શરૂ કરવામાં આવી છે. (855, 100, 1061, 136)
wanted-icon: WANTED (1067, 2056, 1101, 2090)
cls-date: તા.૨૧-૦૫-૨૦૨૨ થી લાગુ (162, 1932, 264, 1944)
cls-office-body: ઓફિસના કામકાજ માટે અનુભવી બહેનો જોઈએ છે. ઈન્ટરવ્યૂ માટે રૂબરૂ મળો. સુરત Mob: 9824250302 (1418, 2037, 1500, 2094)
table-cell: ૨ (1077, 203, 1092, 227)
article-text: છે. "શોક, એક પર પોસ્ટ કરવામાં આવ્યું હતું. હવામાન વિભાગે ચેતવણી આપી છે કે આગામી દિવસોમાં ઠંડી વધશે. ધુમ્મસને કારણે વાહન વ્યવહાર પર અસર થઈ છે. (642, 120, 849, 156)
idfc-address: રજીસ્ટર્ડ ઓફિસ : કેપીઆરએમ ટાવર્સ, આઠમો માળ, ચેન્નાઈ - ૬૦૦૦૩૧ (1077, 430, 1304, 439)
